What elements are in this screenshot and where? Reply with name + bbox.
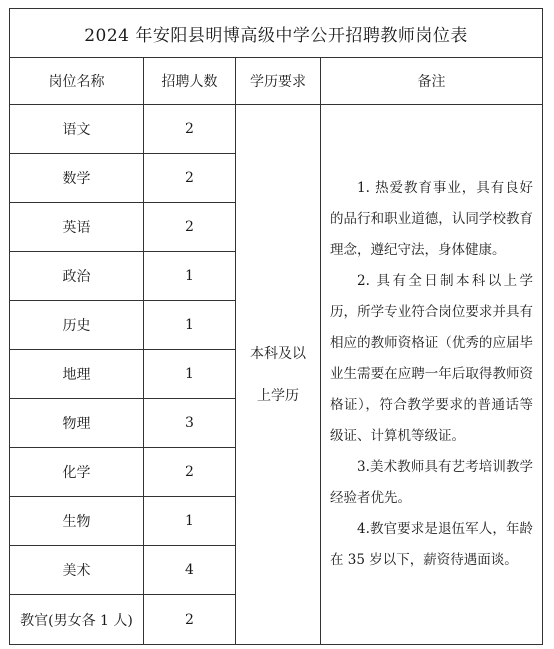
header-row bbox=[10, 58, 543, 105]
count-cell: 1 bbox=[144, 252, 236, 301]
note-item: 3.美术教师具有艺考培训教学经验者优先。 bbox=[330, 459, 534, 506]
count-cell: 2 bbox=[144, 203, 236, 252]
table-title: 2024 年安阳县明博高级中学公开招聘教师岗位表 bbox=[10, 9, 543, 58]
education-line-2: 上学历 bbox=[257, 387, 299, 404]
count-cell: 3 bbox=[144, 399, 236, 448]
position-cell: 美术 bbox=[10, 546, 144, 595]
position-cell: 数学 bbox=[10, 154, 144, 203]
header-count: 招聘人数 bbox=[144, 58, 236, 105]
count-cell: 1 bbox=[144, 350, 236, 399]
position-cell: 物理 bbox=[10, 399, 144, 448]
position-cell: 英语 bbox=[10, 203, 144, 252]
title-row bbox=[10, 9, 543, 58]
note-item: 2. 具有全日制本科以上学历，所学专业符合岗位要求并具有相应的教师资格证（优秀的应届毕业生需要在应聘一年后取得教师资格证），符合教学要求的普通话等级证、计算机等级证。 bbox=[330, 273, 534, 444]
position-cell: 历史 bbox=[10, 301, 144, 350]
count-cell: 2 bbox=[144, 448, 236, 497]
education-line-1: 本科及以 bbox=[250, 345, 306, 362]
recruitment-table bbox=[9, 8, 543, 645]
position-cell: 生物 bbox=[10, 497, 144, 546]
header-notes: 备注 bbox=[321, 58, 543, 105]
position-cell: 语文 bbox=[10, 105, 144, 154]
position-cell: 教官(男女各 1 人) bbox=[10, 595, 144, 645]
position-cell: 政治 bbox=[10, 252, 144, 301]
note-item: 1. 热爱教育事业，具有良好的品行和职业道德，认同学校教育理念，遵纪守法，身体健康。 bbox=[330, 180, 534, 258]
header-position: 岗位名称 bbox=[10, 58, 144, 105]
count-cell: 2 bbox=[144, 105, 236, 154]
note-item: 4.教官要求是退伍军人，年龄在 35 岁以下，薪资待遇面谈。 bbox=[330, 521, 534, 568]
count-cell: 1 bbox=[144, 301, 236, 350]
position-cell: 地理 bbox=[10, 350, 144, 399]
count-cell: 4 bbox=[144, 546, 236, 595]
header-education: 学历要求 bbox=[236, 58, 321, 105]
education-cell bbox=[236, 105, 321, 645]
count-cell: 2 bbox=[144, 595, 236, 645]
notes-cell bbox=[321, 105, 543, 645]
count-cell: 2 bbox=[144, 154, 236, 203]
position-cell: 化学 bbox=[10, 448, 144, 497]
count-cell: 1 bbox=[144, 497, 236, 546]
table-row bbox=[10, 105, 543, 154]
